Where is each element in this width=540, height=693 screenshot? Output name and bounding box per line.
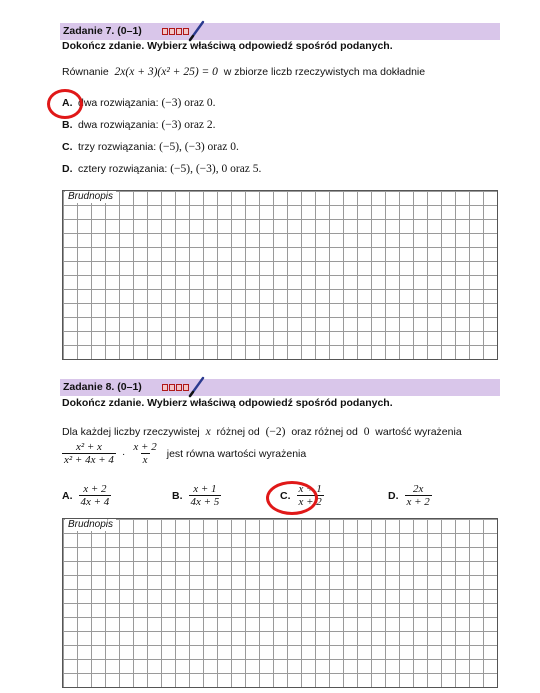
answer-circle-task8 — [266, 481, 318, 515]
task8-title: Zadanie 8. (0–1) — [63, 381, 142, 393]
expression-fraction-2: $\frac{x + 2}{x}$ — [133, 441, 157, 466]
task7-stem: Równanie 2x(x + 3)(x² + 25) = 0 w zbiorze liczb rzeczywistych ma dokładnie — [62, 66, 426, 78]
task7-option-c[interactable]: C. trzy rozwiązania: (−5), (−3) oraz 0. — [62, 141, 239, 153]
answer-circle-task7 — [47, 89, 83, 119]
task7-header — [60, 23, 500, 40]
task8-stem-line1: Dla każdej liczby rzeczywistej x różnej od (−2) oraz różnej od 0 wartość wyrażenia — [62, 426, 462, 438]
task8-option-a[interactable]: A. $\frac{x + 2}{4x + 4}$ — [62, 483, 110, 508]
score-boxes — [162, 384, 189, 391]
task7-title: Zadanie 7. (0–1) — [63, 25, 142, 37]
task8-option-b[interactable]: B. $\frac{x + 1}{4x + 5}$ — [172, 483, 220, 508]
expression-fraction-1: $\frac{\text{x² + x}}{\text{x² + 4x + 4}}$ — [64, 441, 114, 466]
task8-instruction: Dokończ zdanie. Wybierz właściwą odpowiedź spośród podanych. — [62, 397, 393, 409]
task7-option-d[interactable]: D. cztery rozwiązania: (−5), (−3), 0 oraz 5. — [62, 163, 262, 175]
score-boxes — [162, 28, 189, 35]
task8-option-d[interactable]: D. $\frac{2x}{x + 2}$ — [388, 483, 430, 508]
scratch-label: Brudnopis — [65, 191, 116, 203]
task8-header — [60, 379, 500, 396]
task8-stem-line2: $\frac{\text{x² + x}}{\text{x² + 4x + 4}}$ · $\frac{x + 2}{x}$ jest równa wartości wyrażenia — [64, 441, 307, 466]
task7-scratch-grid[interactable] — [62, 190, 498, 360]
task8-option-c[interactable]: C. $\frac{x + 1}{x + 2}$ — [280, 483, 322, 508]
task7-option-b[interactable]: B. dwa rozwiązania: (−3) oraz 2. — [62, 119, 216, 131]
task8-scratch-grid[interactable] — [62, 518, 498, 688]
task7-option-a[interactable]: A. dwa rozwiązania: (−3) oraz 0. — [62, 97, 216, 109]
task7-instruction: Dokończ zdanie. Wybierz właściwą odpowiedź spośród podanych. — [62, 40, 393, 52]
task7-equation: 2x(x + 3)(x² + 25) = 0 — [114, 66, 218, 78]
scratch-label: Brudnopis — [65, 519, 116, 531]
pencil-icon — [187, 376, 205, 398]
pencil-icon — [187, 20, 205, 42]
